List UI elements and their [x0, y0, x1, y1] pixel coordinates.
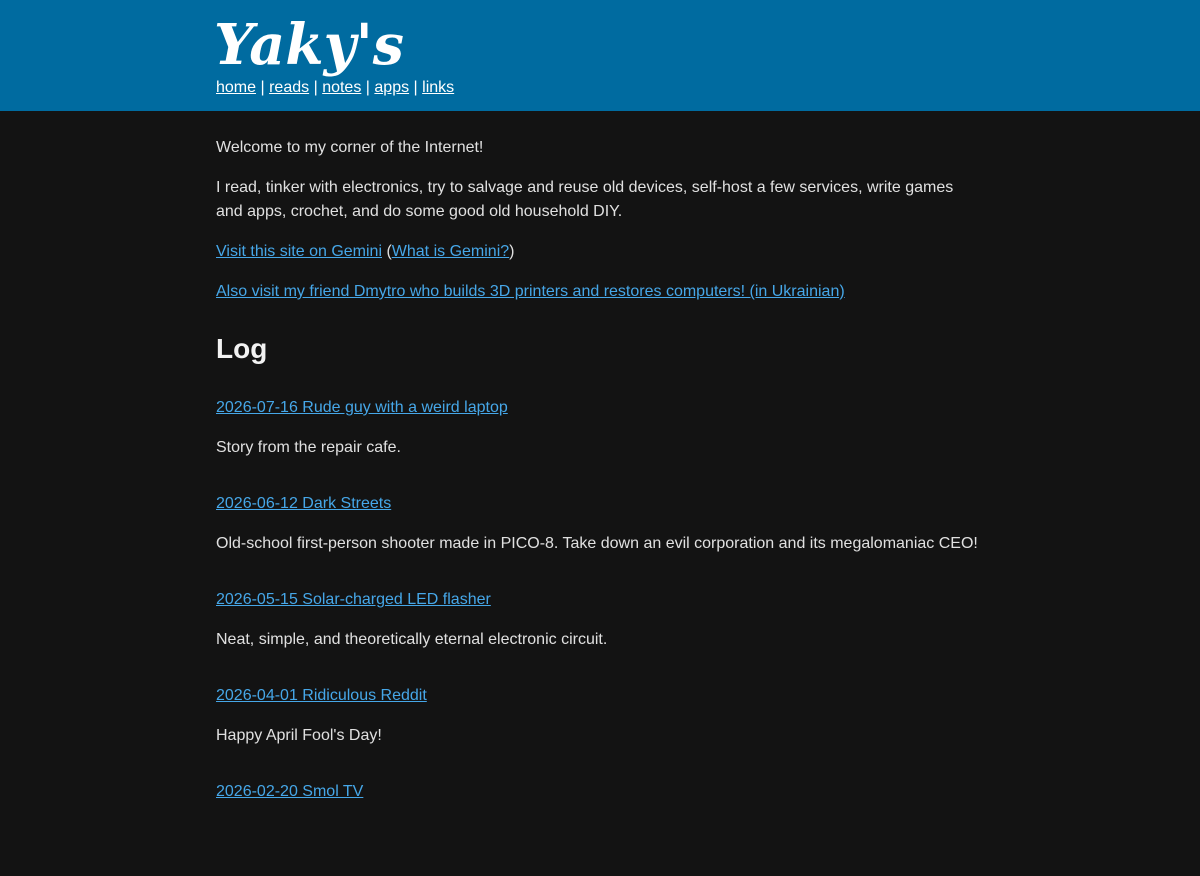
- welcome-text: Welcome to my corner of the Internet!: [216, 139, 484, 156]
- log-entry-description: Happy April Fool's Day!: [216, 727, 382, 744]
- log-entry-description: Old-school first-person shooter made in PICO-8. Take down an evil corporation and its megalomaniac CEO!: [216, 535, 978, 552]
- log-list: [216, 396, 1006, 876]
- log-entry-title[interactable]: 2026-02-20 Smol TV: [216, 783, 364, 800]
- log-entry: [216, 588, 1006, 684]
- log-entry-title[interactable]: 2026-06-12 Dark Streets: [216, 495, 392, 512]
- main-nav: [216, 78, 454, 98]
- header-inner: [216, 0, 984, 111]
- log-entry-title[interactable]: 2026-07-16 Rude guy with a weird laptop: [216, 399, 508, 416]
- nav-separator: |: [365, 79, 370, 96]
- log-entry-title[interactable]: 2026-05-15 Solar-charged LED flasher: [216, 591, 491, 608]
- svg-text:Yaky's: Yaky's: [214, 12, 404, 78]
- log-entry: [216, 492, 1006, 588]
- gemini-paragraph: [216, 240, 996, 264]
- nav-separator: |: [260, 79, 265, 96]
- logo-signature: [212, 6, 412, 82]
- nav-separator: |: [413, 79, 418, 96]
- friend-paragraph: [216, 280, 996, 304]
- close-paren: ): [509, 243, 515, 260]
- log-entry-description: Story from the repair cafe.: [216, 439, 401, 456]
- site-header: [0, 0, 1200, 111]
- about-text: I read, tinker with electronics, try to salvage and reuse old devices, self-host a few services, write games and apps, crochet, and do some good old household DIY.: [216, 179, 954, 220]
- friend-link[interactable]: Also visit my friend Dmytro who builds 3D printers and restores computers! (in Ukrainian): [216, 283, 845, 300]
- log-entry-title[interactable]: 2026-04-01 Ridiculous Reddit: [216, 687, 427, 704]
- log-entry: [216, 684, 1006, 780]
- gemini-link[interactable]: Visit this site on Gemini: [216, 243, 382, 260]
- nav-notes[interactable]: notes: [322, 79, 362, 96]
- nav-apps[interactable]: apps: [374, 79, 410, 96]
- nav-reads[interactable]: reads: [269, 79, 310, 96]
- open-paren: (: [386, 243, 392, 260]
- log-entry-description: Neat, simple, and theoretically eternal electronic circuit.: [216, 631, 608, 648]
- what-is-gemini-link[interactable]: What is Gemini?: [391, 243, 510, 260]
- log-entry: [216, 396, 1006, 492]
- log-entry: [216, 780, 1006, 876]
- site-logo[interactable]: [212, 6, 412, 82]
- nav-home[interactable]: home: [216, 79, 257, 96]
- nav-separator: |: [313, 79, 318, 96]
- log-heading: Log: [216, 333, 268, 364]
- nav-links[interactable]: links: [422, 79, 455, 96]
